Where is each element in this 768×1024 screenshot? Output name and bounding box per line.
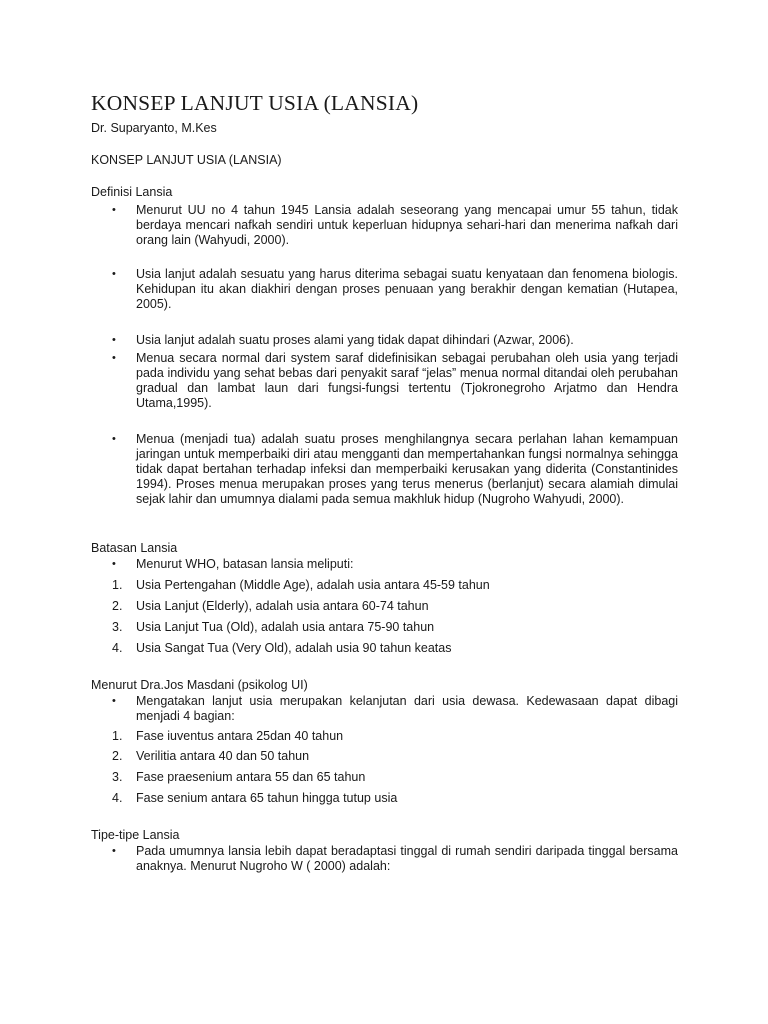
- numbered-item-text: Fase senium antara 65 tahun hingga tutup usia: [136, 791, 398, 805]
- author-line: Dr. Suparyanto, M.Kes: [91, 121, 217, 135]
- list-item: [112, 351, 678, 411]
- section-heading-masdani: Menurut Dra.Jos Masdani (psikolog UI): [91, 678, 308, 692]
- numbered-item-text: Fase iuventus antara 25dan 40 tahun: [136, 729, 344, 743]
- bullet-icon: •: [112, 845, 116, 857]
- list-item: [112, 267, 678, 312]
- numbered-item: [112, 641, 678, 656]
- list-item: [112, 694, 678, 724]
- section-heading-tipe: Tipe-tipe Lansia: [91, 828, 180, 842]
- list-item-text: Usia lanjut adalah suatu proses alami yang tidak dapat dihindari (Azwar, 2006).: [136, 333, 574, 347]
- numbered-item: [112, 770, 678, 785]
- numbered-item: [112, 620, 678, 635]
- numbered-item: [112, 791, 678, 806]
- item-number: 1.: [112, 729, 123, 743]
- numbered-item: [112, 729, 678, 744]
- bullet-icon: •: [112, 558, 116, 570]
- list-item: [112, 333, 678, 348]
- list-item-text: Usia lanjut adalah sesuatu yang harus diterima sebagai suatu kenyataan dan fenomena biologis. Kehidupan itu akan diakhiri dengan proses penuaan yang berakhir dengan kematian (Hutapea, 2005).: [136, 267, 678, 311]
- numbered-item-text: Verilitia antara 40 dan 50 tahun: [136, 749, 310, 763]
- bullet-icon: •: [112, 204, 116, 216]
- list-item: [112, 203, 678, 248]
- numbered-item-text: Usia Lanjut (Elderly), adalah usia antara 60-74 tahun: [136, 599, 429, 613]
- list-item-text: Menua (menjadi tua) adalah suatu proses menghilangnya secara perlahan lahan kemampuan jaringan untuk memperbaiki diri atau mengganti dan mempertahankan fungsi normalnya sehingga tidak dapat bertahan terhadap infeksi dan memperbaiki kerusakan yang diderita (Constantinides 1994). Proses menua merupakan proses yang terus menerus (berlanjut) secara alamiah dimulai sejak lahir dan umumnya dialami pada semua makhluk hidup (Nugroho Wahyudi, 2000).: [136, 432, 678, 506]
- item-number: 1.: [112, 578, 123, 592]
- bullet-icon: •: [112, 334, 116, 346]
- numbered-item-text: Usia Pertengahan (Middle Age), adalah usia antara 45-59 tahun: [136, 578, 490, 592]
- item-number: 4.: [112, 791, 123, 805]
- list-item: [112, 432, 678, 507]
- numbered-item: [112, 749, 678, 764]
- document-title: KONSEP LANJUT USIA (LANSIA): [91, 91, 419, 115]
- document-subtitle: KONSEP LANJUT USIA (LANSIA): [91, 153, 282, 167]
- list-item-text: Menurut UU no 4 tahun 1945 Lansia adalah seseorang yang mencapai umur 55 tahun, tidak berdaya mencari nafkah sendiri untuk keperluan hidupnya sehari-hari dan menerima nafkah dari orang lain (Wahyudi, 2000).: [136, 203, 678, 247]
- item-number: 3.: [112, 770, 123, 784]
- list-item-text: Menua secara normal dari system saraf didefinisikan sebagai perubahan oleh usia yang terjadi pada individu yang sehat bebas dari penyakit saraf “jelas” menua normal ditandai oleh perubahan gradual dan lambat laun dari fungsi-fungsi tertentu (Tjokronegroho Arjatmo dan Hendra Utama,1995).: [136, 351, 678, 410]
- list-item: [112, 844, 678, 874]
- item-number: 4.: [112, 641, 123, 655]
- list-item-text: Pada umumnya lansia lebih dapat beradaptasi tinggal di rumah sendiri daripada tinggal bersama anaknya. Menurut Nugroho W ( 2000) adalah:: [136, 844, 678, 873]
- item-number: 2.: [112, 599, 123, 613]
- item-number: 2.: [112, 749, 123, 763]
- list-item-text: Menurut WHO, batasan lansia meliputi:: [136, 557, 354, 571]
- item-number: 3.: [112, 620, 123, 634]
- list-item: [112, 557, 678, 572]
- bullet-icon: •: [112, 695, 116, 707]
- numbered-item-text: Fase praesenium antara 55 dan 65 tahun: [136, 770, 366, 784]
- bullet-icon: •: [112, 268, 116, 280]
- bullet-icon: •: [112, 352, 116, 364]
- numbered-item-text: Usia Lanjut Tua (Old), adalah usia antara 75-90 tahun: [136, 620, 435, 634]
- numbered-item: [112, 578, 678, 593]
- numbered-item: [112, 599, 678, 614]
- section-heading-definisi: Definisi Lansia: [91, 185, 173, 199]
- section-heading-batasan: Batasan Lansia: [91, 541, 178, 555]
- numbered-item-text: Usia Sangat Tua (Very Old), adalah usia 90 tahun keatas: [136, 641, 452, 655]
- list-item-text: Mengatakan lanjut usia merupakan kelanjutan dari usia dewasa. Kedewasaan dapat dibagi menjadi 4 bagian:: [136, 694, 678, 723]
- bullet-icon: •: [112, 433, 116, 445]
